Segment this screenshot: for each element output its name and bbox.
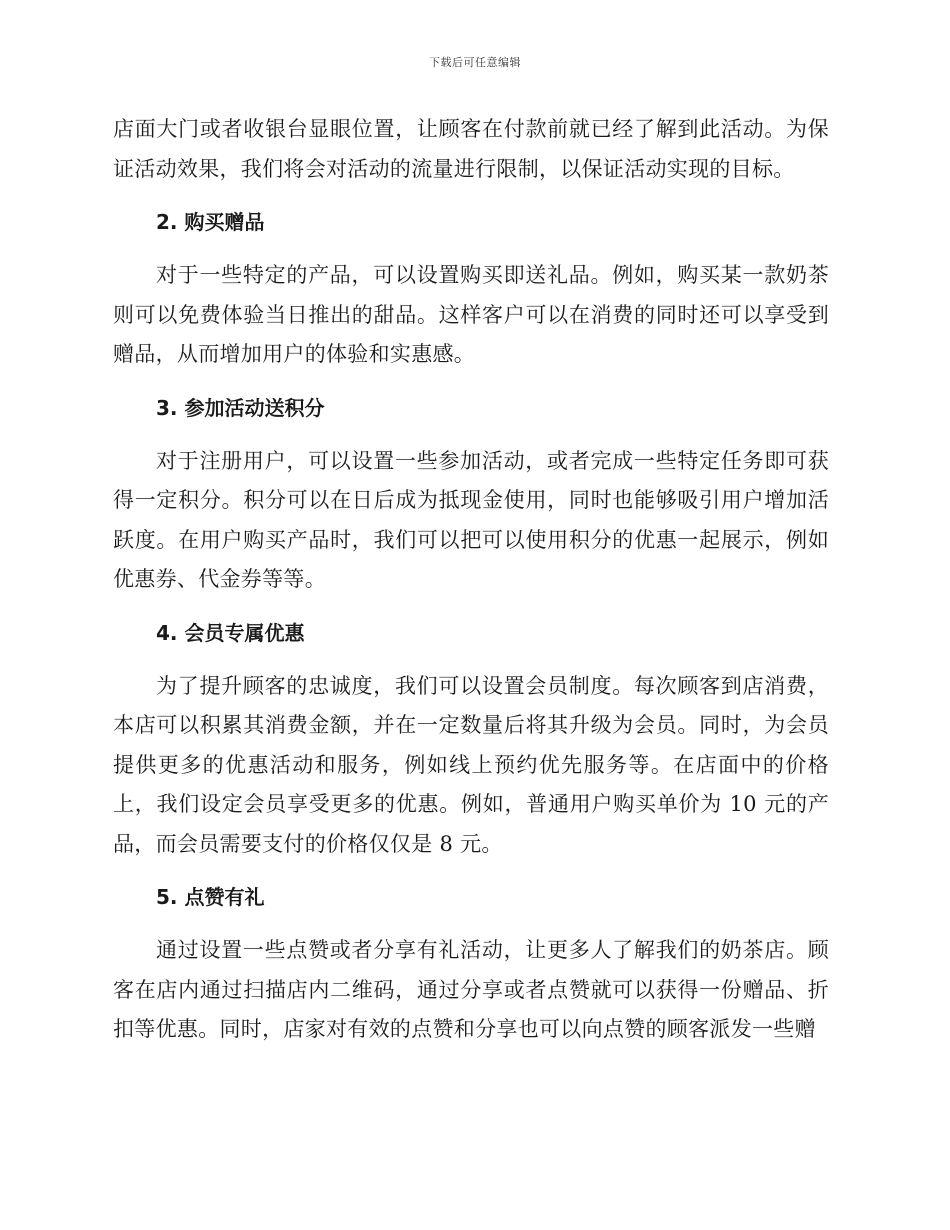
intro-paragraph: 店面大门或者收银台显眼位置，让顾客在付款前就已经了解到此活动。为保证活动效果，我们将会对活动的流量进行限制，以保证活动实现的目标。 (113, 117, 829, 181)
section-title: 3. 参加活动送积分 (156, 395, 325, 420)
section-title: 2. 购买赠品 (156, 210, 265, 234)
section-likes (113, 877, 829, 1050)
section-gift-purchase (113, 202, 829, 375)
section-paragraph: 对于注册用户，可以设置一些参加活动，或者完成一些特定任务即可获得一定积分。积分可以在日后成为抵现金使用，同时也能够吸引用户增加活跃度。在用户购买产品时，我们可以把可以使用积分的优惠一起展示，例如优惠券、代金券等等。 (113, 448, 829, 591)
section-points (113, 388, 829, 600)
section-paragraph: 为了提升顾客的忠诚度，我们可以设置会员制度。每次顾客到店消费，本店可以积累其消费金额，并在一定数量后将其升级为会员。同时，为会员提供更多的优惠活动和服务，例如线上预约优先服务等。在店面中的价格上，我们设定会员享受更多的优惠。例如，普通用户购买单价为 10 元的产品，而会员需要支付的价格仅仅是 8 元。 (113, 673, 829, 856)
section-paragraph: 对于一些特定的产品，可以设置购买即送礼品。例如，购买某一款奶茶则可以免费体验当日推出的甜品。这样客户可以在消费的同时还可以享受到赠品，从而增加用户的体验和实惠感。 (113, 263, 829, 366)
section-paragraph: 通过设置一些点赞或者分享有礼活动，让更多人了解我们的奶茶店。顾客在店内通过扫描店内二维码，通过分享或者点赞就可以获得一份赠品、折扣等优惠。同时，店家对有效的点赞和分享也可以向点赞的顾客派发一些赠 (113, 938, 829, 1041)
section-membership (113, 613, 829, 865)
document-body (113, 110, 829, 1063)
section-title: 4. 会员专属优惠 (156, 620, 305, 645)
section-title: 5. 点赞有礼 (156, 885, 265, 909)
page-header: 下载后可任意编辑 (429, 56, 521, 69)
